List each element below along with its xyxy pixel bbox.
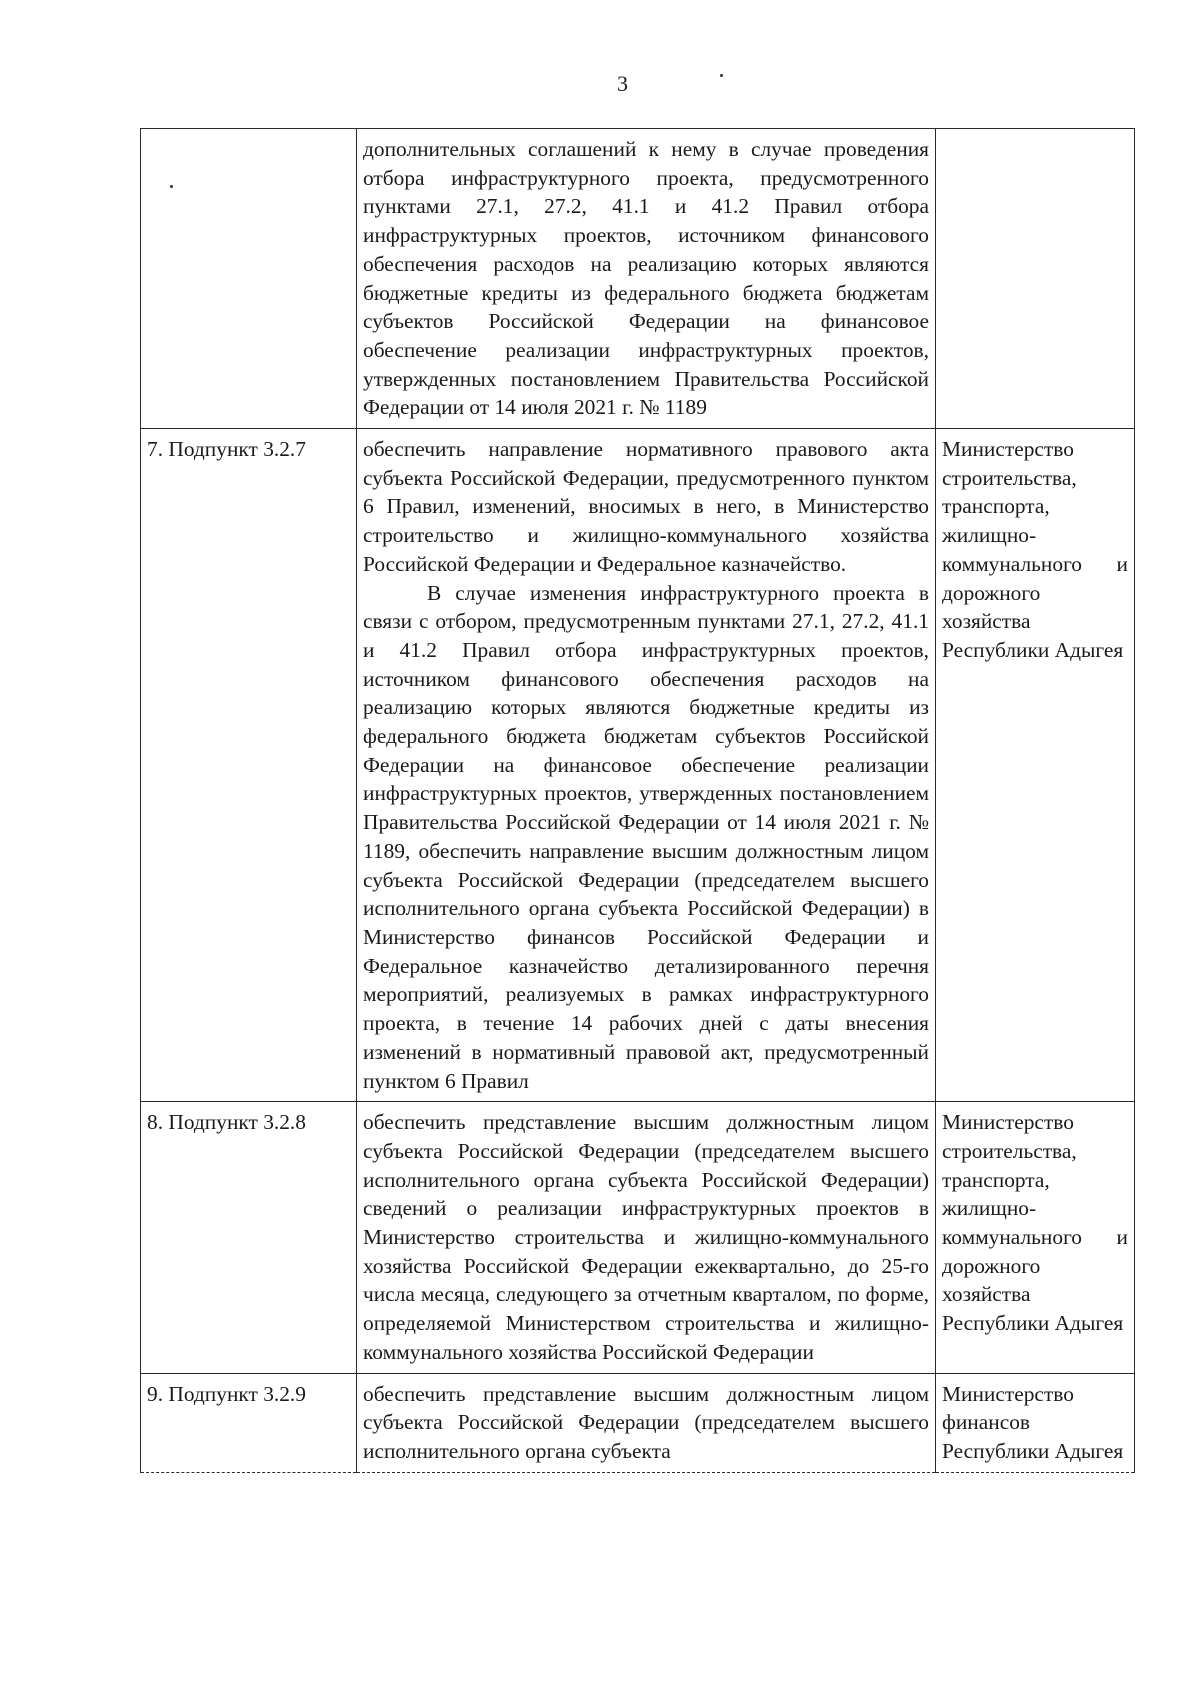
page-number: 3 <box>617 71 628 96</box>
paragraph: обеспечить представление высшим должностным лицом субъекта Российской Федерации (председателем высшего исполнительного органа субъекта Российской Федерации) сведений о реализации инфраструктурных проектов в Министерство строительства и жилищно-коммунального хозяйства Российской Федерации ежеквартально, до 25-го числа месяца, следующего за отчетным кварталом, по форме, определяемой Министерством строительства и жилищно-коммунального хозяйства Российской Федерации <box>363 1110 929 1364</box>
text-cell <box>357 1102 936 1373</box>
text-cell <box>357 129 936 429</box>
scan-speck <box>720 74 723 77</box>
table-row <box>141 129 1135 429</box>
table-row <box>141 1102 1135 1373</box>
text-cell <box>357 429 936 1102</box>
paragraph: обеспечить представление высшим должностным лицом субъекта Российской Федерации (председателем высшего исполнительного органа субъекта <box>363 1381 929 1463</box>
responsible-cell: Министерство финансов Республики Адыгея <box>936 1373 1135 1472</box>
table-row <box>141 1373 1135 1472</box>
text-cell <box>357 1373 936 1472</box>
item-cell: 8. Подпункт 3.2.8 <box>141 1102 357 1373</box>
responsible-cell <box>936 129 1135 429</box>
item-cell: 7. Подпункт 3.2.7 <box>141 429 357 1102</box>
item-cell: 9. Подпункт 3.2.9 <box>141 1373 357 1472</box>
table-row <box>141 429 1135 1102</box>
paragraph: обеспечить направление нормативного правового акта субъекта Российской Федерации, предусмотренного пунктом 6 Правил, изменений, вносимых в него, в Министерство строительство и жилищно-коммунального хозяйства Российской Федерации и Федеральное казначейство. <box>363 437 929 576</box>
item-cell <box>141 129 357 429</box>
paragraph: дополнительных соглашений к нему в случае проведения отбора инфраструктурного проекта, предусмотренного пунктами 27.1, 27.2, 41.1 и 41.2 Правил отбора инфраструктурных проектов, источником финансового обеспечения расходов на реализацию которых являются бюджетные кредиты из федерального бюджета бюджетам субъектов Российской Федерации на финансовое обеспечение реализации инфраструктурных проектов, утвержденных постановлением Правительства Российской Федерации от 14 июля 2021 г. № 1189 <box>363 137 929 420</box>
document-table <box>140 128 1135 1473</box>
responsible-cell: Министерство строительства, транспорта, жилищно-коммунального и дорожного хозяйства Республики Адыгея <box>936 1102 1135 1373</box>
responsible-cell: Министерство строительства, транспорта, жилищно-коммунального и дорожного хозяйства Республики Адыгея <box>936 429 1135 1102</box>
paragraph: В случае изменения инфраструктурного проекта в связи с отбором, предусмотренным пунктами 27.1, 27.2, 41.1 и 41.2 Правил отбора инфраструктурных проектов, источником финансового обеспечения расходов на реализацию которых являются бюджетные кредиты из федерального бюджета бюджетам субъектов Российской Федерации на финансовое обеспечение реализации инфраструктурных проектов, утвержденных постановлением Правительства Российской Федерации от 14 июля 2021 г. № 1189, обеспечить направление высшим должностным лицом субъекта Российской Федерации (председателем высшего исполнительного органа субъекта Российской Федерации) в Министерство финансов Российской Федерации и Федеральное казначейство детализированного перечня мероприятий, реализуемых в рамках инфраструктурного проекта, в течение 14 рабочих дней с даты внесения изменений в нормативный правовой акт, предусмотренный пунктом 6 Правил <box>363 580 929 1093</box>
